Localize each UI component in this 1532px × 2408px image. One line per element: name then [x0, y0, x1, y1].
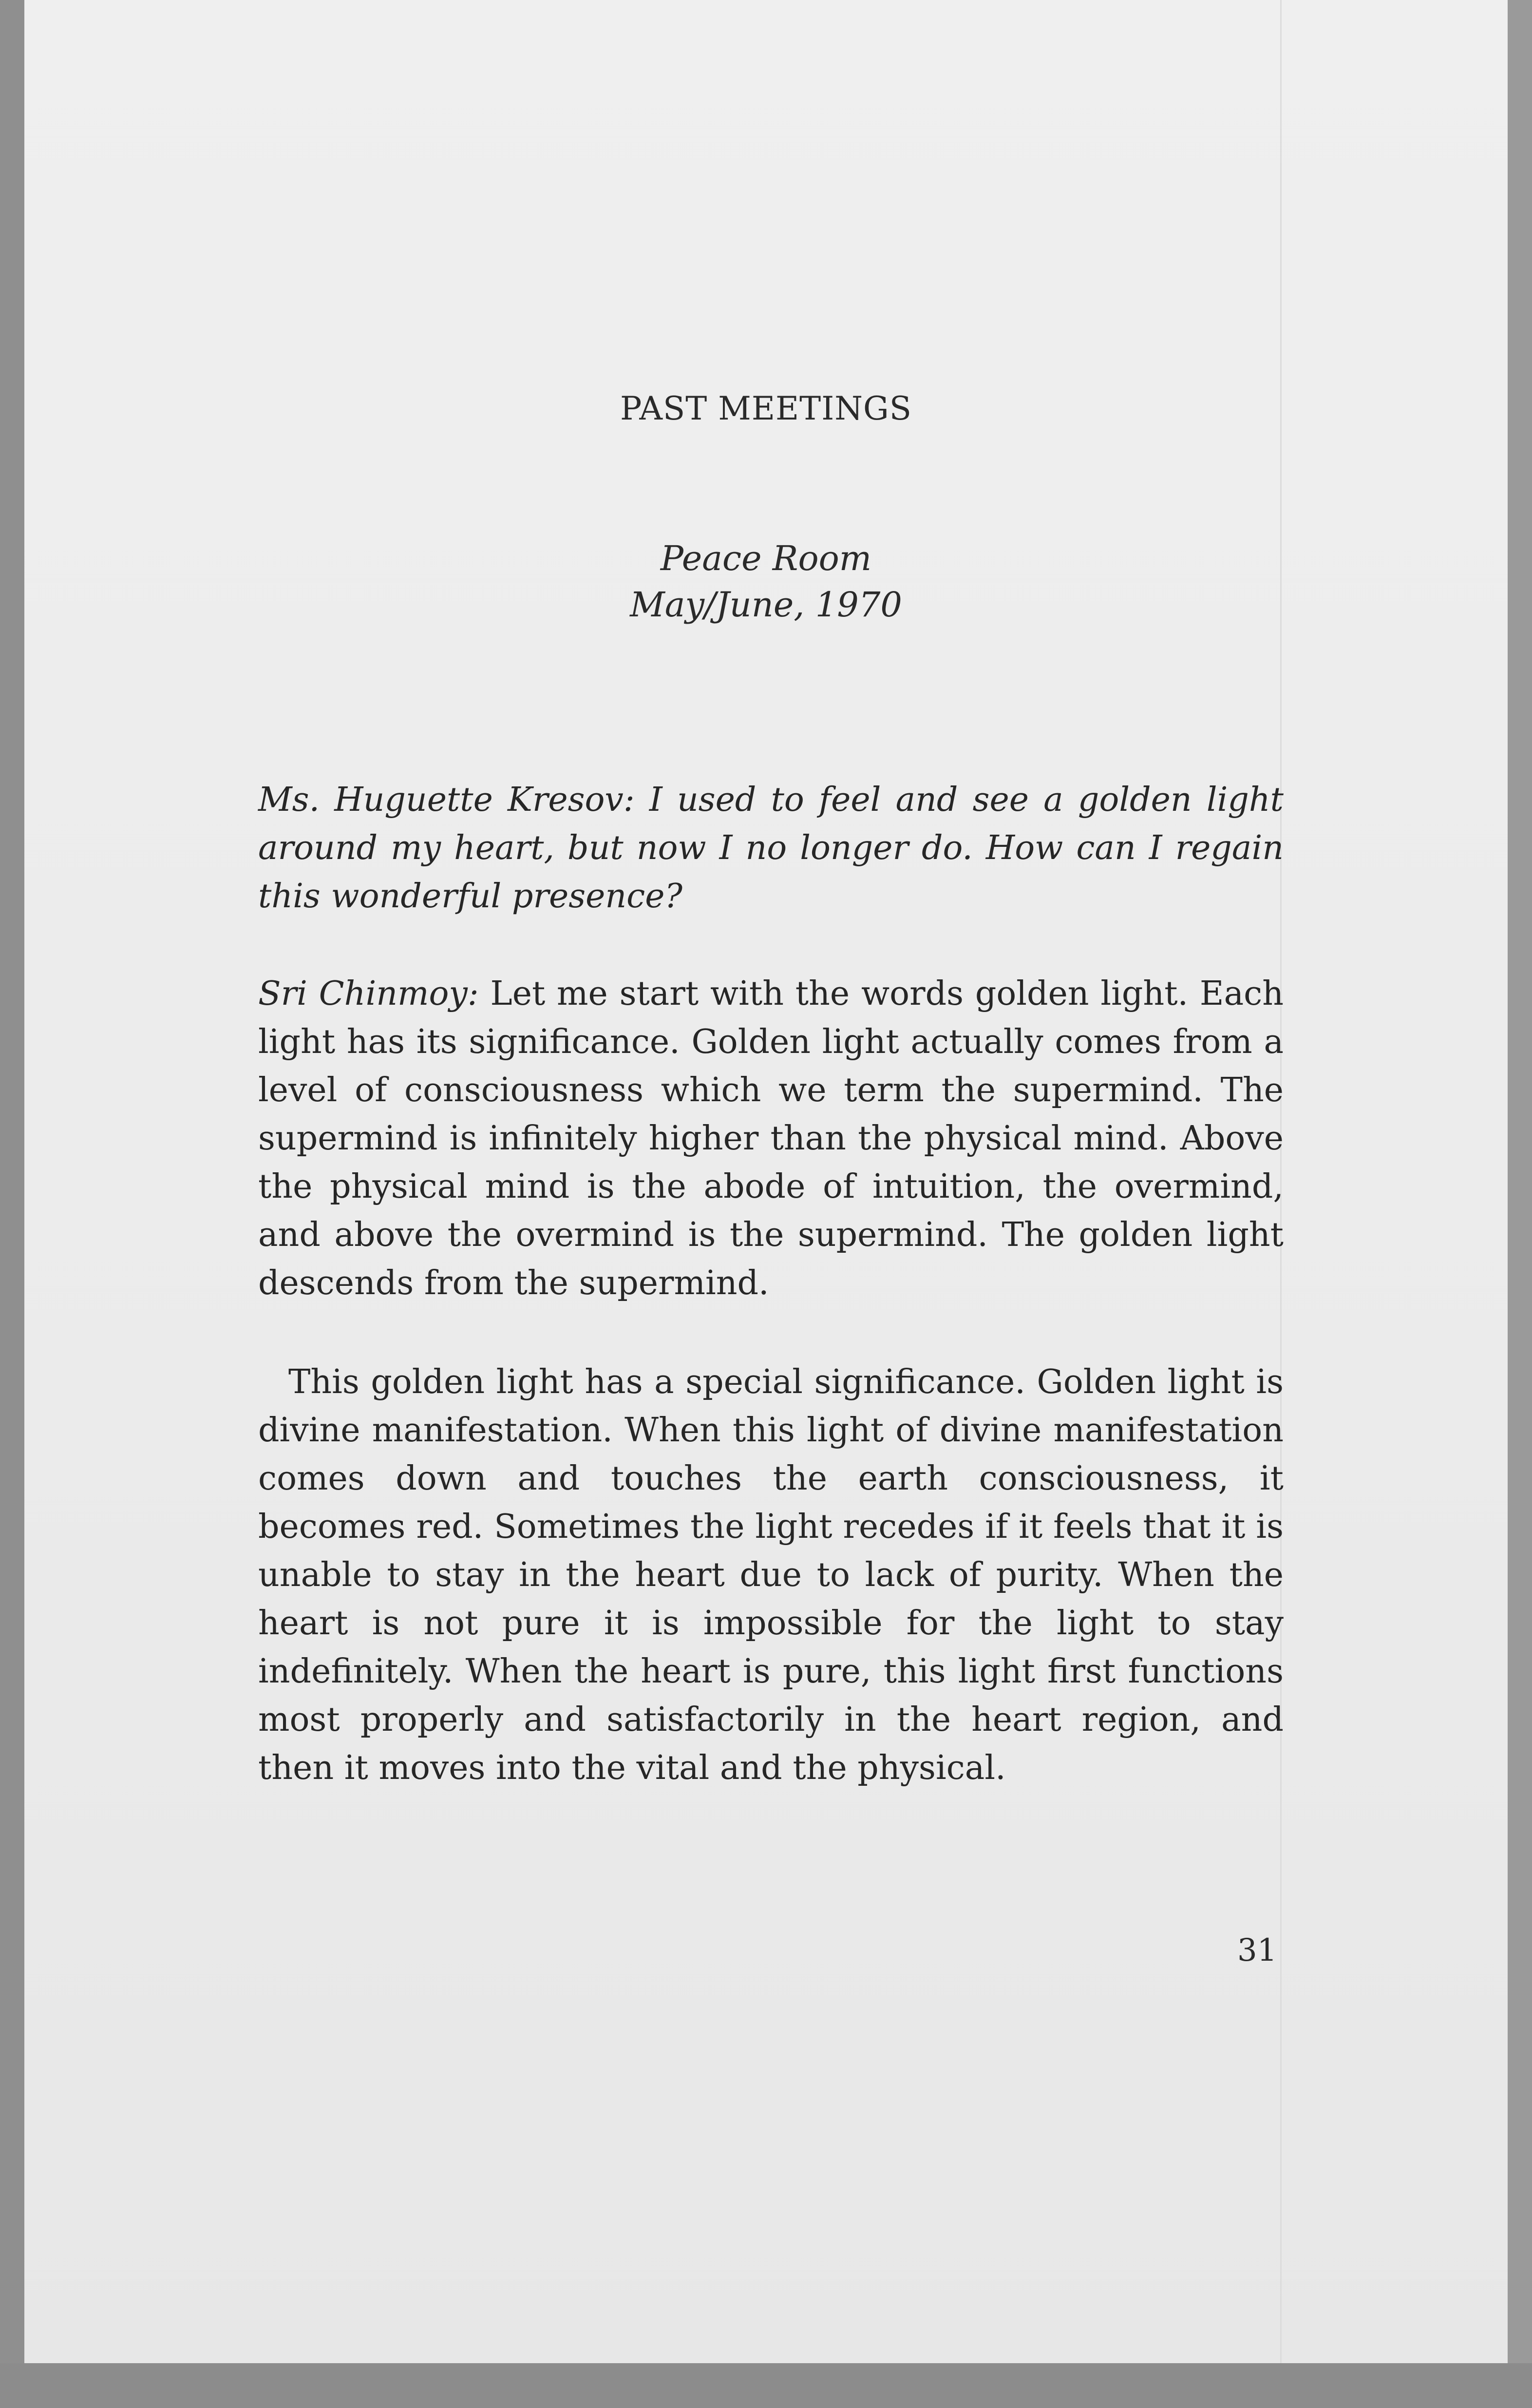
page-number: 31 [1237, 1932, 1277, 1968]
answer-text-1: Let me start with the words golden light. Each light has its significance. Golden light actually comes from a level of consciousness which we term the supermind. The supermind is infinitely higher than the physical mind. Above the physical mind is the abode of intuition, the overmind, and above the overmind is the supermind. The golden light descends from the supermind. [258, 975, 1284, 1302]
scan-margin-right [1508, 0, 1532, 2408]
section-heading: PAST MEETINGS [620, 390, 912, 427]
answer-paragraph-1 [258, 970, 1284, 1307]
question-speaker: Ms. Huguette Kresov: [258, 781, 635, 819]
answer-speaker: Sri Chinmoy: [258, 975, 479, 1013]
question-paragraph [258, 776, 1284, 920]
answer-paragraph-2: This golden light has a special significance. Golden light is divine manifestation. When this light of divine manifestation comes down and touches the earth consciousness, it becomes red. Sometimes the light recedes if it feels that it is unable to stay in the heart due to lack of purity. When the heart is not pure it is impossible for the light to stay indefinitely. When the heart is pure, this light first functions most properly and satisfactorily in the heart region, and then it moves into the vital and the physical. [258, 1363, 1284, 1787]
meeting-date: May/June, 1970 [630, 585, 902, 625]
scan-margin-bottom [0, 2363, 1532, 2408]
meeting-place: Peace Room [660, 538, 872, 578]
question-text: I used to feel and see a golden light around my heart, but now I no longer do. How can I regain this wonderful presence? [258, 781, 1284, 916]
